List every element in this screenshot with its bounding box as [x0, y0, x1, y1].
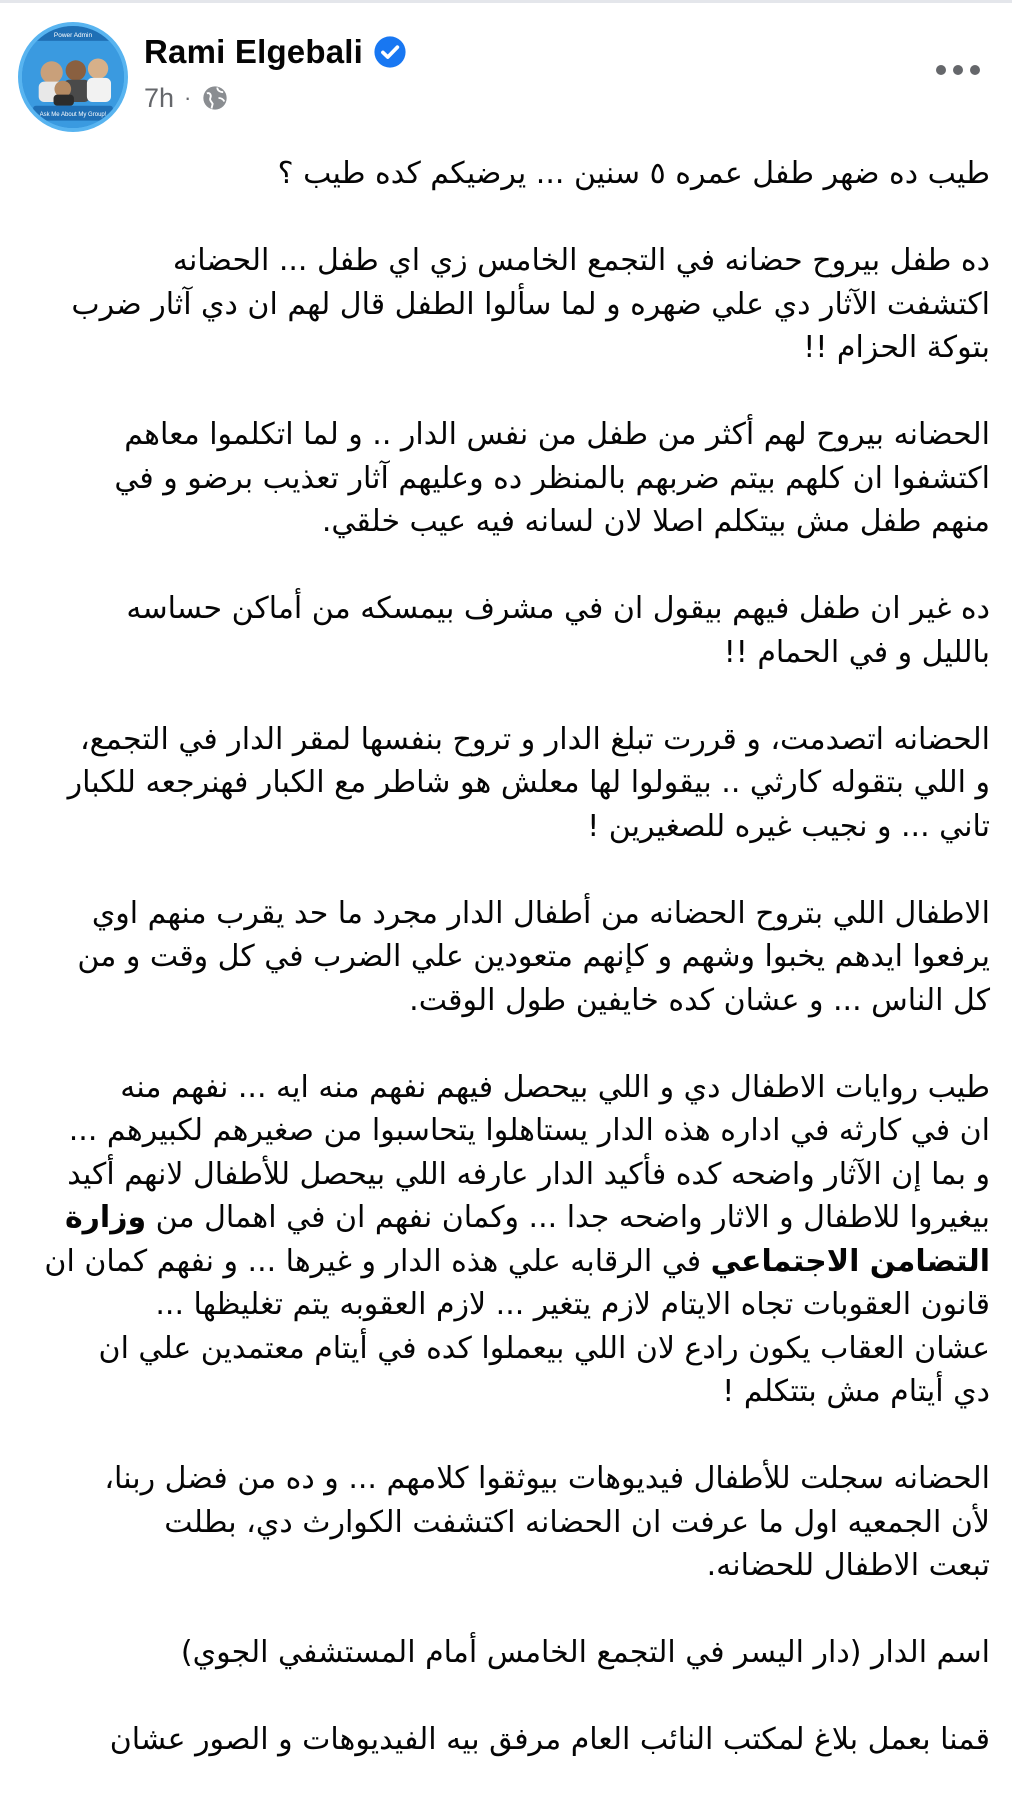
avatar-image	[22, 26, 124, 128]
text-line: طيب روايات الاطفال دي و اللي بيحصل فيهم نفهم منه ايه ... نفهم منه	[120, 1069, 990, 1105]
author-row	[144, 30, 407, 74]
text-line: بالليل و في الحمام !!	[723, 634, 990, 670]
paragraph-10	[22, 1718, 990, 1762]
author-name[interactable]: Rami Elgebali	[144, 33, 364, 70]
text-line: دي أيتام مش بتتكلم !	[722, 1374, 990, 1409]
paragraph-8	[22, 1457, 990, 1588]
text-line: الاطفال اللي بتروح الحضانه من أطفال الدار مجرد ما حد يقرب منهم اوي	[91, 895, 990, 931]
text-line: تبعت الاطفال للحضانه.	[706, 1548, 990, 1583]
paragraph-6	[22, 892, 990, 1023]
divider	[0, 0, 1012, 3]
text-line: ده غير ان طفل فيهم بيقول ان في مشرف بيمسكه من أماكن حساسه	[126, 591, 990, 626]
text-line: اكتشفت الآثار دي علي ضهره و لما سألوا الطفل قال لهم ان دي آثار ضرب	[71, 286, 990, 322]
ministry-name-bold: التضامن الاجتماعي	[710, 1243, 990, 1279]
text-line: الحضانه بيروح لهم أكثر من طفل من نفس الدار .. و لما اتكلموا معاهم	[124, 417, 990, 452]
more-options-icon	[934, 63, 982, 77]
text-line: ده طفل بيروح حضانه في التجمع الخامس زي اي طفل ... الحضانه	[172, 243, 990, 278]
text-line: قانون العقوبات تجاه الايتام لازم يتغير ... لازم العقوبه يتم تغليظها ...	[155, 1287, 990, 1322]
text-line: اكتشفوا ان كلهم بيتم ضربهم بالمنظر ده وعليهم آثار تعذيب برضو و في	[114, 460, 990, 496]
text-line: تاني ... و نجيب غيره للصغيرين !	[587, 808, 990, 844]
text-line: و بما إن الآثار واضحه كده فأكيد الدار عارفه اللي بيحصل للأطفال لانهم أكيد	[67, 1156, 990, 1192]
paragraph-5	[22, 718, 990, 849]
globe-icon[interactable]	[201, 84, 229, 112]
text-line: قمنا بعمل بلاغ لمكتب النائب العام مرفق بيه الفيديوهات و الصور عشان	[109, 1722, 990, 1757]
text-line: يرفعوا ايدهم يخبوا وشهم و كإنهم متعودين علي الضرب في كل وقت و من	[77, 939, 990, 974]
avatar[interactable]	[18, 22, 128, 132]
paragraph-9	[22, 1631, 990, 1675]
avatar-text-top: Power Admin	[53, 32, 93, 40]
more-options-button[interactable]	[930, 50, 986, 90]
text-line: كل الناس ... و عشان كده خايفين طول الوقت.	[409, 982, 990, 1018]
paragraph-4	[22, 587, 990, 674]
post-meta	[144, 78, 229, 118]
text-line: منهم طفل مش بيتكلم اصلا لان لسانه فيه عيب خلقي.	[321, 504, 990, 539]
scroll-fade	[0, 1786, 1012, 1800]
text-line: لأن الجمعيه اول ما عرفت ان الحضانه اكتشفت الكوارث دي، بطلت	[164, 1504, 990, 1540]
avatar-text-bottom: Ask Me About My Group!	[39, 111, 107, 118]
text-segment: في الرقابه علي هذه الدار و غيرها ... و نفهم كمان ان	[44, 1243, 711, 1279]
text-line: الحضانه اتصدمت، و قررت تبلغ الدار و تروح بنفسها لمقر الدار في التجمع،	[79, 721, 990, 757]
meta-separator: ·	[184, 85, 192, 110]
text-line: ان في كارثه في اداره هذه الدار يستاهلوا يتحاسبوا من صغيرهم لكبيرهم ...	[68, 1113, 990, 1148]
paragraph-7	[22, 1066, 990, 1414]
text-line: الحضانه سجلت للأطفال فيديوهات بيوثقوا كلامهم ... و ده من فضل ربنا،	[104, 1461, 990, 1496]
text-line: عشان العقاب يكون رادع لان اللي بيعملوا كده في أيتام معتمدين علي ان	[98, 1330, 990, 1366]
text-segment: بيغيروا للاطفال و الاثار واضحه جدا ... وكمان نفهم ان في اهمال من	[155, 1200, 990, 1235]
post-body	[22, 152, 990, 1800]
text-line: اسم الدار (دار اليسر في التجمع الخامس أمام المستشفي الجوي)	[180, 1635, 990, 1670]
paragraph-3	[22, 413, 990, 544]
paragraph-2	[22, 239, 990, 370]
verified-badge-icon	[373, 35, 407, 69]
ministry-name-bold: وزارة	[64, 1200, 147, 1235]
text-line	[22, 1196, 990, 1240]
text-line: طيب ده ضهر طفل عمره ٥ سنين ... يرضيكم كده طيب ؟	[277, 156, 990, 191]
post-timestamp[interactable]: 7h	[144, 82, 175, 113]
text-line: بتوكة الحزام !!	[803, 330, 990, 365]
post-header	[18, 22, 994, 132]
paragraph-1	[22, 152, 990, 196]
text-line: و اللي بتقوله كارثي .. بيقولوا لها معلش هو شاطر مع الكبار فهنرجعه للكبار	[67, 765, 990, 800]
text-line	[22, 1240, 990, 1284]
